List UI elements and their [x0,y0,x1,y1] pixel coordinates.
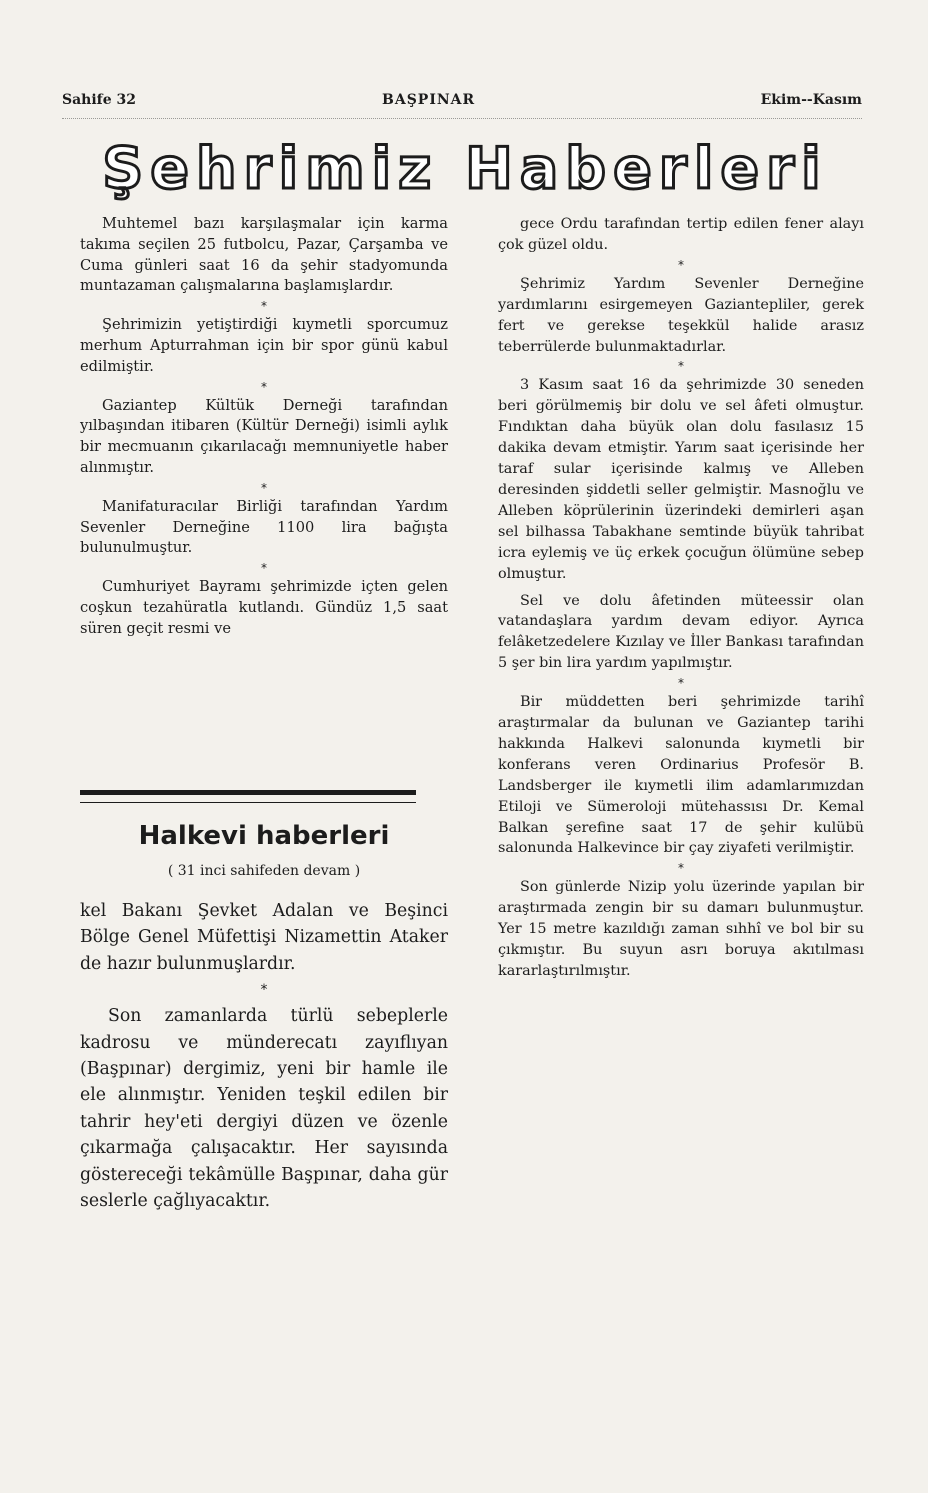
news-item: Manifaturacılar Birliği tarafından Yardım Sevenler Derneğine 1100 lira bağışta bulunulmuştur. [80,497,448,557]
page-title: Şehrimiz Haberleri [102,136,828,202]
separator-star: * [260,982,268,999]
section-divider [80,790,416,803]
news-item: Cumhuriyet Bayramı şehrimizde içten gelen coşkun tezahüratla kutlandı. Gündüz 1,5 saat süren geçit resmi ve [80,578,448,637]
news-item: Son günlerde Nizip yolu üzerinde yapılan bir araştırmada zengin bir su damarı bulunmuştur. Yer 15 metre kazıldığı zaman sıhhî ve bol bir su çıkmıştır. Bu suyun asrı boruya akıtılması kararlaştırılmıştır. [498,879,864,979]
news-item: Gaziantep Kültük Derneği tarafından yılbaşından itibaren (Kültür Derneği) isimli aylık bir mecmuanın çıkarılacağı memnuniyetle haber alınmıştır. [80,396,448,476]
news-item: Şehrimiz Yardım Sevenler Derneğine yardımlarını esirgemeyen Gaziantepliler, gerek fert ve gerekse teşekkül halide arasız teberrülerde bulunmaktadırlar. [498,275,864,355]
separator-star: * [678,861,684,876]
news-item: 3 Kasım saat 16 da şehrimizde 30 seneden beri görülmemiş bir dolu ve sel âfeti olmuştur. Fındıktan daha büyük olan dolu fasılasız 15 dakika devam etmiştir. Yarım saat içerisinde her taraf sular içerisinde kalmış ve Alleben deresinden şiddetli seller gelmiştir. Masnoğlu ve Alleben köprülerinin üzerindeki demirleri aşan sel bilhassa Tabakhane semtinde büyük tahribat icra eylemiş ve üç erkek çocuğun ölümüne sebep olmuştur. [498,377,864,582]
separator-star: * [678,257,684,272]
separator-star: * [678,359,684,374]
separator-star: * [261,299,267,314]
halkevi-paragraph: Son zamanlarda türlü sebeplerle kadrosu ve münderecatı zayıflıyan (Başpınar) dergimiz, yeni bir hamle ile ele alınmıştır. Yeniden teşkil edilen bir tahrir hey'eti dergiyi düzen ve özenle çıkarmağa çalışacaktır. Her sayısında göstereceği tekâmülle Başpınar, daha gür seslerle çağlıyacaktır. [80,1006,448,1212]
header-rule [62,118,862,119]
news-item: Muhtemel bazı karşılaşmalar için karma takıma seçilen 25 futbolcu, Pazar, Çarşamba ve Cuma günleri saat 16 da şehir stadyomunda muntazaman çalışmalarına başlamışlardır. [80,215,448,295]
separator-star: * [261,379,267,394]
halkevi-news [80,898,448,1214]
issue-date: Ekim--Kasım [760,92,862,108]
page-number: Sahife 32 [62,92,136,108]
news-item: Sel ve dolu âfetinden müteessir olan vatandaşlara yardım devam ediyor. Ayrıca felâketzedelere Kızılay ve İller Bankası tarafından 5 şer bin lira yardım yapılmıştır. [498,592,864,672]
right-column [498,214,864,982]
left-column [80,214,448,640]
news-item: Bir müddetten beri şehrimizde tarihî araştırmalar da bulunan ve Gaziantep tarihi hakkında Halkevi salonunda kıymetli bir konferans veren Ordinarius Profesör B. Landsberger ile kıymetli ilim adamlarımızdan Etiloji ve Sümeroloji mütehassısı Dr. Kemal Balkan şerefine saat 17 de şehir kulübü salonunda Halkevince bir çay ziyafeti verilmiştir. [498,694,864,857]
news-item: Şehrimizin yetiştirdiği kıymetli sporcumuz merhum Apturrahman için bir spor günü kabul edilmiştir. [80,316,448,375]
halkevi-paragraph: kel Bakanı Şevket Adalan ve Beşinci Bölge Genel Müfettişi Nizamettin Ataker de hazır bulunmuşlardır. [80,901,448,974]
separator-star: * [261,561,267,576]
news-item: gece Ordu tarafından tertip edilen fener alayı çok güzel oldu. [498,216,864,253]
running-header [62,92,862,116]
separator-star: * [678,676,684,691]
continued-note: ( 31 inci sahifeden devam ) [167,863,361,879]
separator-star: * [261,480,267,495]
section-heading: Halkevi haberleri [138,821,390,851]
magazine-name: BAŞPINAR [382,92,476,108]
